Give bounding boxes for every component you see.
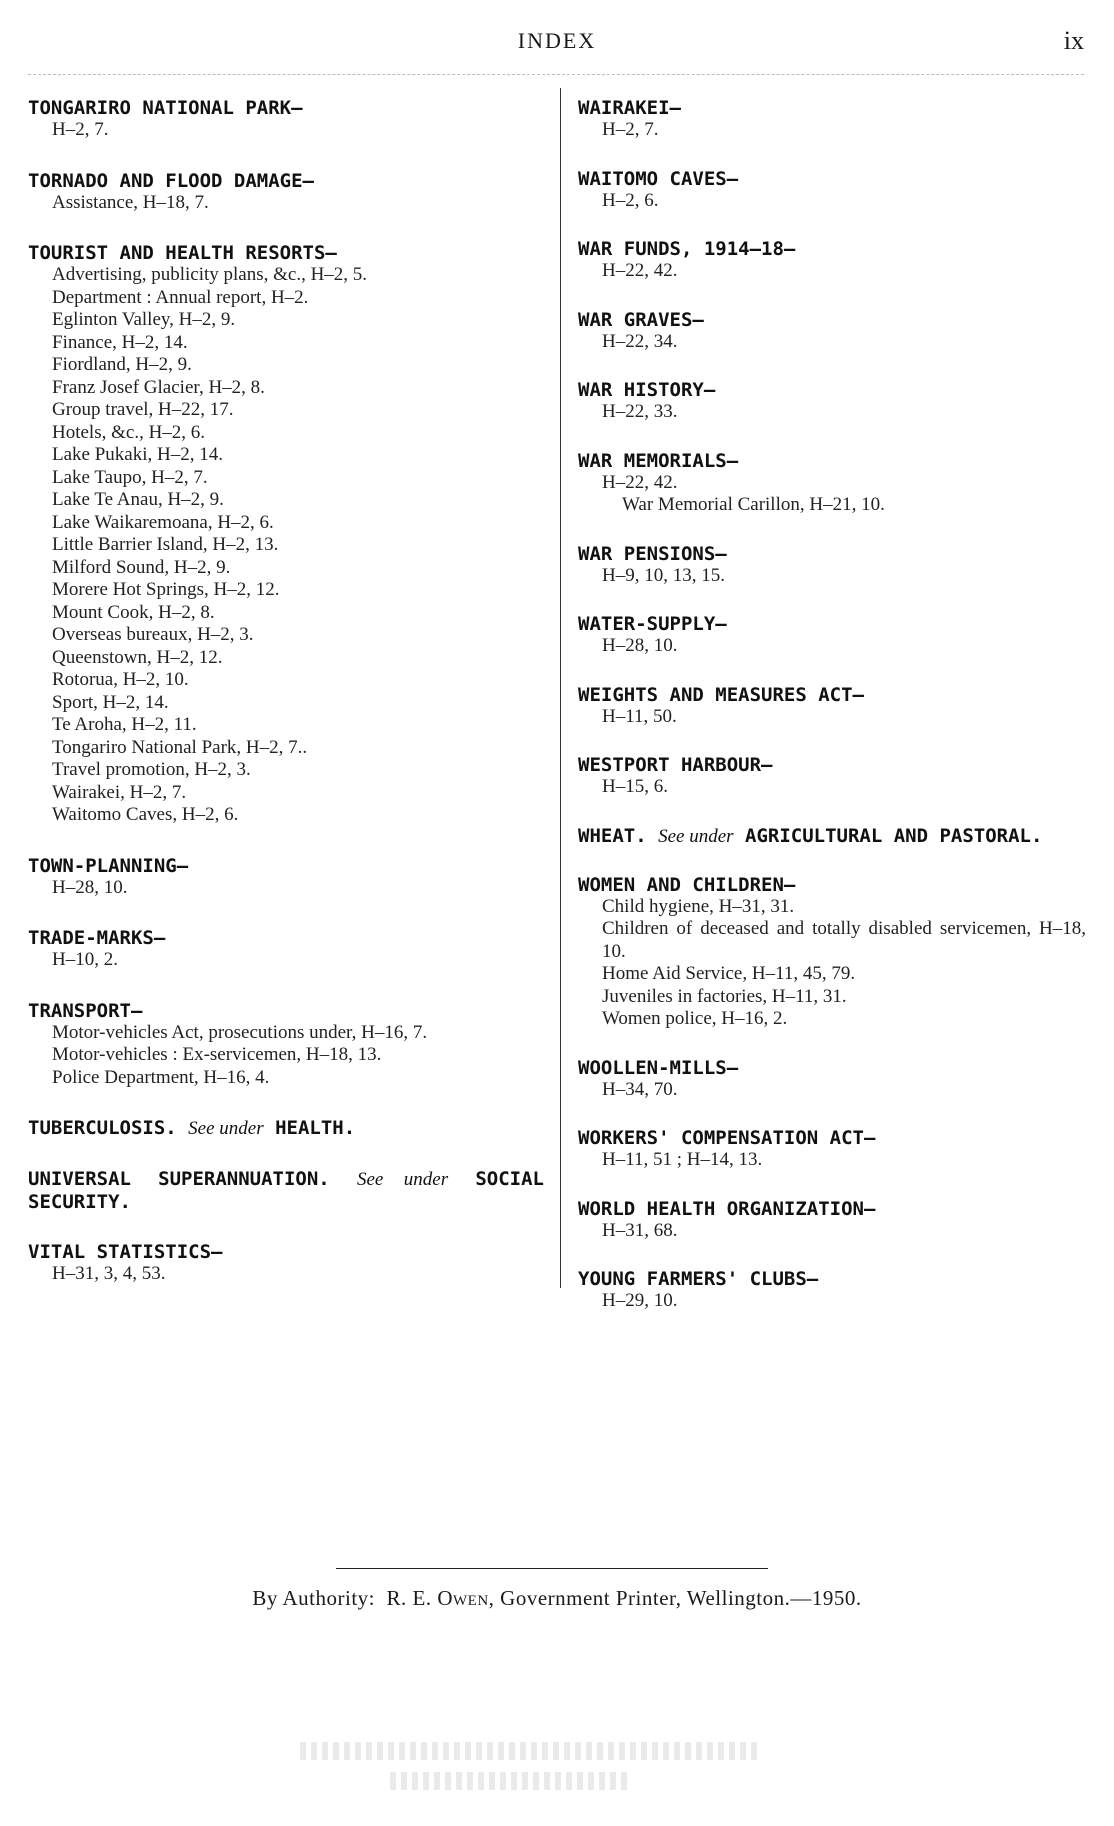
- entry-heading: [578, 309, 1086, 331]
- index-entry: [578, 543, 1086, 588]
- subentry: Morere Hot Springs, H–2, 12.: [52, 579, 280, 600]
- subentry: H–29, 10.: [602, 1290, 678, 1311]
- entry-heading: [578, 450, 1086, 472]
- subentry: H–11, 50.: [602, 705, 677, 727]
- subentry: Travel promotion, H–2, 3.: [52, 759, 251, 780]
- entry-heading-text: YOUNG FARMERS' CLUBS—: [578, 1268, 819, 1290]
- right-column: [578, 97, 1086, 1313]
- entry-heading-text: WAR PENSIONS—: [578, 542, 727, 565]
- subentry: Milford Sound, H–2, 9.: [52, 556, 231, 578]
- entry-heading-text: TOWN-PLANNING—: [28, 854, 189, 877]
- entry-heading: [578, 168, 1086, 190]
- entry-heading: [28, 1000, 544, 1022]
- subentry: Children of deceased and totally disabled servicemen, H–18, 10.: [602, 918, 1086, 962]
- subentry: H–31, 3, 4, 53.: [52, 1263, 166, 1284]
- subentry: Police Department, H–16, 4.: [52, 1066, 270, 1088]
- subentry: Franz Josef Glacier, H–2, 8.: [52, 376, 265, 398]
- subentry: Assistance, H–18, 7.: [52, 191, 209, 213]
- subentry: Eglinton Valley, H–2, 9.: [52, 309, 236, 330]
- subentry: H–2, 6.: [602, 189, 659, 211]
- index-entry: [578, 1198, 1086, 1243]
- entry-heading: [578, 613, 1086, 635]
- subentry: Home Aid Service, H–11, 45, 79.: [602, 963, 856, 984]
- entry-heading-text: WOOLLEN-MILLS—: [578, 1056, 739, 1079]
- header-title: INDEX: [517, 28, 597, 53]
- subentry: H–2, 7.: [52, 119, 109, 140]
- entry-heading: [578, 97, 1086, 119]
- entry-heading-text: WAIRAKEI—: [578, 97, 681, 119]
- subentry-nested: War Memorial Carillon, H–21, 10.: [622, 494, 885, 515]
- entry-heading: [578, 1057, 1086, 1079]
- subentry: H–10, 2.: [52, 949, 118, 970]
- index-entry: [28, 242, 544, 827]
- entry-heading-text: TORNADO AND FLOOD DAMAGE—: [28, 169, 314, 192]
- entry-heading-text: TRANSPORT—: [28, 999, 143, 1022]
- index-entry: [578, 97, 1086, 142]
- left-column: [28, 97, 544, 1286]
- subentry: Little Barrier Island, H–2, 13.: [52, 534, 279, 555]
- entry-heading-text: WAR HISTORY—: [578, 379, 716, 401]
- index-entry: [28, 1000, 544, 1090]
- top-rule: [28, 74, 1084, 75]
- subentry: Sport, H–2, 14.: [52, 691, 169, 713]
- entry-heading: [578, 1198, 1086, 1220]
- index-entry: [578, 168, 1086, 213]
- see-under-reference: See under: [356, 1169, 449, 1190]
- subentry: H–28, 10.: [602, 635, 678, 656]
- entry-heading: [28, 855, 544, 877]
- index-entry: [28, 927, 544, 972]
- see-under-reference: See under: [188, 1118, 264, 1139]
- entry-heading-text: WAITOMO CAVES—: [578, 167, 739, 190]
- subentry: H–2, 7.: [602, 119, 659, 140]
- index-entry: [28, 855, 544, 900]
- subentry: H–28, 10.: [52, 876, 128, 898]
- entry-heading-text: WEIGHTS AND MEASURES ACT—: [578, 683, 864, 706]
- index-entry: [28, 1168, 544, 1213]
- index-entry: [578, 379, 1086, 424]
- index-entry: [578, 613, 1086, 658]
- entry-heading-text: TUBERCULOSIS.: [28, 1117, 177, 1139]
- entry-heading-text: WATER-SUPPLY—: [578, 613, 727, 635]
- entry-heading-text: WOMEN AND CHILDREN—: [578, 873, 796, 896]
- subentry: H–22, 42.: [602, 260, 678, 281]
- see-under-reference: See under: [658, 825, 734, 847]
- subentry: Overseas bureaux, H–2, 3.: [52, 624, 254, 645]
- subentry: Lake Te Anau, H–2, 9.: [52, 489, 224, 510]
- footer-prefix: By Authority:: [252, 1586, 375, 1610]
- cross-reference-target: SOCIAL SECURITY.: [28, 1168, 544, 1213]
- index-entry: [578, 874, 1086, 1031]
- entry-heading: [28, 927, 544, 949]
- subentry: Juveniles in factories, H–11, 31.: [602, 985, 847, 1007]
- subentry: Women police, H–16, 2.: [602, 1008, 788, 1029]
- page-number: ix: [1063, 26, 1084, 55]
- entry-heading: [28, 1117, 544, 1140]
- subentry: H–22, 33.: [602, 401, 678, 422]
- subentry: Lake Taupo, H–2, 7.: [52, 466, 208, 488]
- index-entry: [28, 170, 544, 215]
- entry-heading: [28, 97, 544, 119]
- index-entry: [578, 684, 1086, 729]
- entry-heading: [578, 543, 1086, 565]
- index-entry: [578, 238, 1086, 283]
- entry-heading: [578, 379, 1086, 401]
- footer-rule: [336, 1568, 768, 1569]
- index-entry: [578, 1127, 1086, 1172]
- index-entry: [578, 450, 1086, 517]
- entry-heading-text: WAR GRAVES—: [578, 308, 704, 331]
- column-divider: [560, 88, 561, 1288]
- subentry: Finance, H–2, 14.: [52, 331, 188, 353]
- entry-heading: [578, 754, 1086, 776]
- subentry: Group travel, H–22, 17.: [52, 399, 234, 420]
- subentry: H–22, 34.: [602, 330, 678, 352]
- index-entry: [28, 1241, 544, 1286]
- cross-reference-target: HEALTH.: [275, 1117, 356, 1139]
- subentry: Advertising, publicity plans, &c., H–2, 5.: [52, 264, 368, 285]
- stamp-smudge-2: [390, 1772, 630, 1790]
- subentry: H–31, 68.: [602, 1219, 678, 1241]
- entry-heading: [578, 825, 1086, 848]
- subentry: H–22, 42.: [602, 471, 678, 493]
- subentry: Motor-vehicles Act, prosecutions under, H–16, 7.: [52, 1021, 428, 1043]
- subentry: Wairakei, H–2, 7.: [52, 781, 187, 803]
- entry-heading-text: WAR FUNDS, 1914–18—: [578, 238, 796, 260]
- subentry: Hotels, &c., H–2, 6.: [52, 421, 206, 443]
- subentry: Lake Pukaki, H–2, 14.: [52, 444, 223, 465]
- index-entry: [28, 1117, 544, 1140]
- index-entry: [578, 1268, 1086, 1313]
- entry-heading: [578, 874, 1086, 896]
- entry-heading: [28, 1241, 544, 1263]
- entry-heading: [28, 1168, 544, 1213]
- subentry: Motor-vehicles : Ex-servicemen, H–18, 13.: [52, 1044, 382, 1065]
- footer-printer: R. E. Owen,: [386, 1586, 495, 1610]
- subentry: Rotorua, H–2, 10.: [52, 669, 189, 690]
- subentry: Waitomo Caves, H–2, 6.: [52, 804, 239, 825]
- subentry: Te Aroha, H–2, 11.: [52, 714, 197, 735]
- index-entry: [578, 1057, 1086, 1102]
- entry-heading: [578, 1127, 1086, 1149]
- entry-heading: [578, 684, 1086, 706]
- entry-heading-text: TRADE-MARKS—: [28, 927, 166, 949]
- subentry: Department : Annual report, H–2.: [52, 286, 309, 308]
- index-entry: [578, 754, 1086, 799]
- index-entry: [578, 309, 1086, 354]
- subentry: H–11, 51 ; H–14, 13.: [602, 1149, 763, 1170]
- entry-heading: [578, 238, 1086, 260]
- entry-heading-text: WESTPORT HARBOUR—: [578, 754, 773, 776]
- entry-heading-text: UNIVERSAL SUPERANNUATION.: [28, 1168, 330, 1190]
- footer-imprint: [0, 1586, 1114, 1611]
- subentry: Lake Waikaremoana, H–2, 6.: [52, 511, 274, 533]
- subentry: H–34, 70.: [602, 1078, 678, 1100]
- index-entry: [578, 825, 1086, 848]
- entry-heading-text: WORKERS' COMPENSATION ACT—: [578, 1127, 876, 1149]
- entry-heading-text: VITAL STATISTICS—: [28, 1241, 223, 1263]
- subentry: Fiordland, H–2, 9.: [52, 354, 192, 375]
- subentry: Mount Cook, H–2, 8.: [52, 601, 215, 623]
- subentry: Child hygiene, H–31, 31.: [602, 895, 795, 917]
- subentry: Tongariro National Park, H–2, 7..: [52, 736, 308, 758]
- entry-heading-text: WORLD HEALTH ORGANIZATION—: [578, 1197, 876, 1220]
- subentry: Queenstown, H–2, 12.: [52, 646, 223, 668]
- entry-heading: [28, 170, 544, 192]
- entry-heading-text: WHEAT.: [578, 824, 647, 847]
- entry-heading-text: TOURIST AND HEALTH RESORTS—: [28, 242, 337, 264]
- entry-heading: [578, 1268, 1086, 1290]
- entry-heading-text: WAR MEMORIALS—: [578, 449, 739, 472]
- entry-heading-text: TONGARIRO NATIONAL PARK—: [28, 97, 303, 119]
- subentry: H–9, 10, 13, 15.: [602, 564, 725, 586]
- entry-heading: [28, 242, 544, 264]
- stamp-smudge-1: [300, 1742, 760, 1760]
- footer-suffix: Government Printer, Wellington.—1950.: [500, 1586, 862, 1610]
- cross-reference-target: AGRICULTURAL AND PASTORAL.: [745, 824, 1043, 847]
- subentry: H–15, 6.: [602, 776, 668, 797]
- index-entry: [28, 97, 544, 142]
